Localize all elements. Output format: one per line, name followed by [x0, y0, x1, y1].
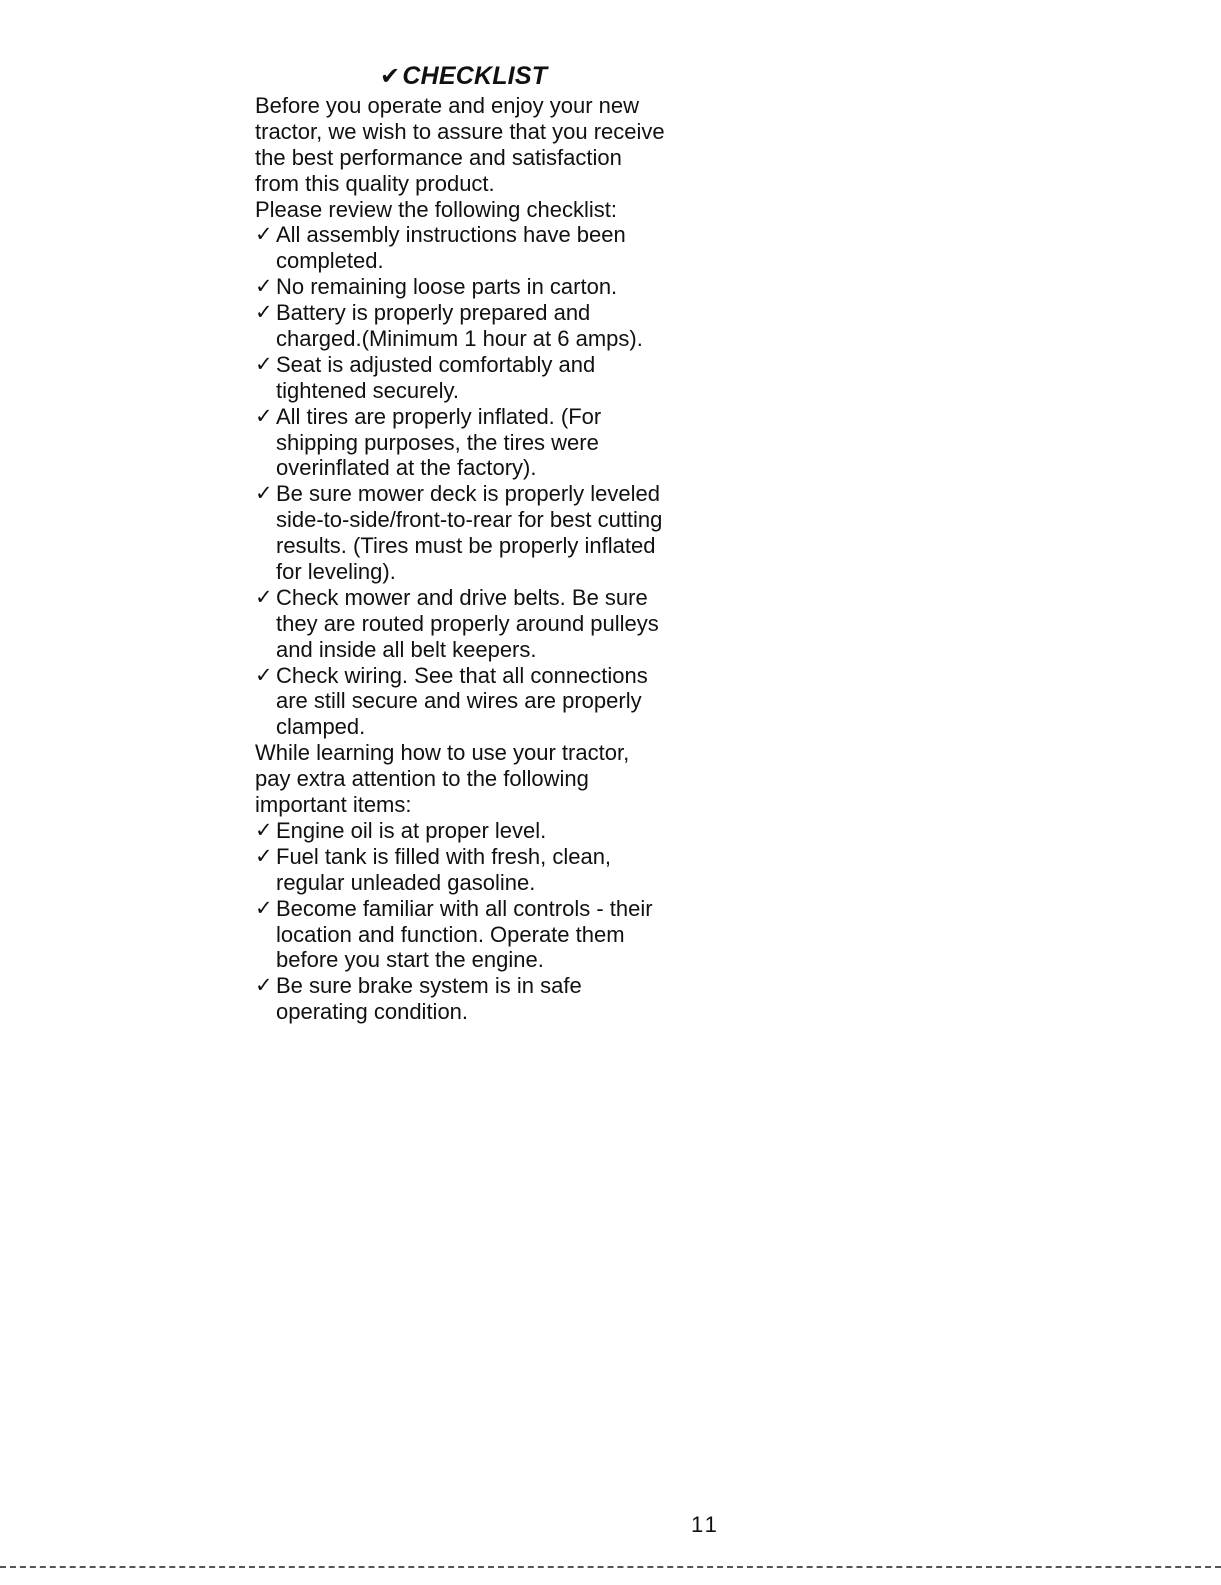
item-text-continued: completed.	[276, 248, 384, 274]
title-text: CHECKLIST	[402, 62, 548, 90]
check-mark-icon: ✓	[255, 482, 273, 506]
item-text-continued: tightened securely.	[276, 377, 460, 403]
check-mark-icon: ✓	[255, 974, 273, 998]
item-text-continued: and inside all belt keepers.	[276, 636, 537, 662]
item-text: Check mower and drive belts. Be sure	[276, 584, 648, 610]
checklist-item	[255, 481, 715, 585]
checklist-item	[255, 585, 715, 663]
page-number: 11	[691, 1512, 720, 1537]
item-text: Check wiring. See that all connections	[276, 662, 648, 688]
item-text-continued: operating condition.	[276, 999, 469, 1025]
item-text: Fuel tank is filled with fresh, clean,	[276, 843, 612, 869]
item-text-continued: side-to-side/front-to-rear for best cutting	[276, 507, 663, 533]
learning-intro-line: pay extra attention to the following	[255, 766, 589, 792]
intro-line: from this quality product.	[255, 170, 495, 196]
learning-items	[255, 818, 715, 1025]
learning-intro-paragraph	[255, 740, 715, 818]
learning-intro-line: important items:	[255, 792, 412, 818]
bottom-divider	[0, 1566, 1221, 1568]
check-mark-icon: ✓	[255, 844, 273, 868]
item-text: Seat is adjusted comfortably and	[276, 351, 596, 377]
item-text: Be sure brake system is in safe	[276, 973, 582, 999]
item-text-continued: for leveling).	[276, 559, 396, 585]
check-mark-icon: ✓	[255, 301, 273, 325]
item-text-continued: results. (Tires must be properly inflated	[276, 533, 656, 559]
checklist-item	[255, 404, 715, 482]
intro-line: the best performance and satisfaction	[255, 144, 622, 170]
item-text-continued: location and function. Operate them	[276, 921, 625, 947]
item-text-continued: are still secure and wires are properly	[276, 688, 642, 714]
item-text: Become familiar with all controls - their	[276, 895, 653, 921]
checklist-item	[255, 222, 715, 274]
intro-line: Please review the following checklist:	[255, 196, 617, 222]
item-text-continued: they are routed properly around pulleys	[276, 610, 659, 636]
checklist-item	[255, 973, 715, 1025]
learning-intro-line: While learning how to use your tractor,	[255, 740, 630, 766]
check-mark-icon: ✓	[255, 404, 273, 428]
checklist-item	[255, 896, 715, 974]
check-mark-icon: ✓	[255, 352, 273, 376]
item-text: Battery is properly prepared and	[276, 300, 591, 326]
item-text: All tires are properly inflated. (For	[276, 403, 602, 429]
item-text: Engine oil is at proper level.	[276, 817, 547, 843]
intro-paragraph	[255, 93, 715, 222]
item-text: All assembly instructions have been	[276, 222, 626, 248]
checklist-item	[255, 663, 715, 741]
item-text: No remaining loose parts in carton.	[276, 274, 618, 300]
check-mark-icon: ✓	[255, 223, 273, 247]
item-text-continued: shipping purposes, the tires were	[276, 429, 599, 455]
check-mark-icon: ✓	[255, 818, 273, 842]
checklist-body	[255, 93, 715, 1025]
check-mark-icon: ✓	[255, 275, 273, 299]
item-text-continued: charged.(Minimum 1 hour at 6 amps).	[276, 326, 643, 352]
checklist-item	[255, 352, 715, 404]
item-text-continued: regular unleaded gasoline.	[276, 869, 536, 895]
check-mark-icon: ✓	[255, 585, 273, 609]
intro-line: tractor, we wish to assure that you receive	[255, 118, 665, 144]
item-text-continued: overinflated at the factory).	[276, 455, 537, 481]
check-mark-icon: ✓	[255, 663, 273, 687]
intro-line: Before you operate and enjoy your new	[255, 93, 640, 118]
checklist-title	[380, 60, 547, 93]
checklist-items	[255, 222, 715, 740]
item-text: Be sure mower deck is properly leveled	[276, 481, 660, 507]
checklist-item	[255, 844, 715, 896]
checklist-item	[255, 818, 715, 844]
checklist-item	[255, 274, 715, 300]
check-mark-icon: ✓	[255, 896, 273, 920]
check-mark-icon: ✔	[380, 63, 401, 90]
item-text-continued: before you start the engine.	[276, 947, 544, 973]
item-text-continued: clamped.	[276, 714, 366, 740]
checklist-item	[255, 300, 715, 352]
